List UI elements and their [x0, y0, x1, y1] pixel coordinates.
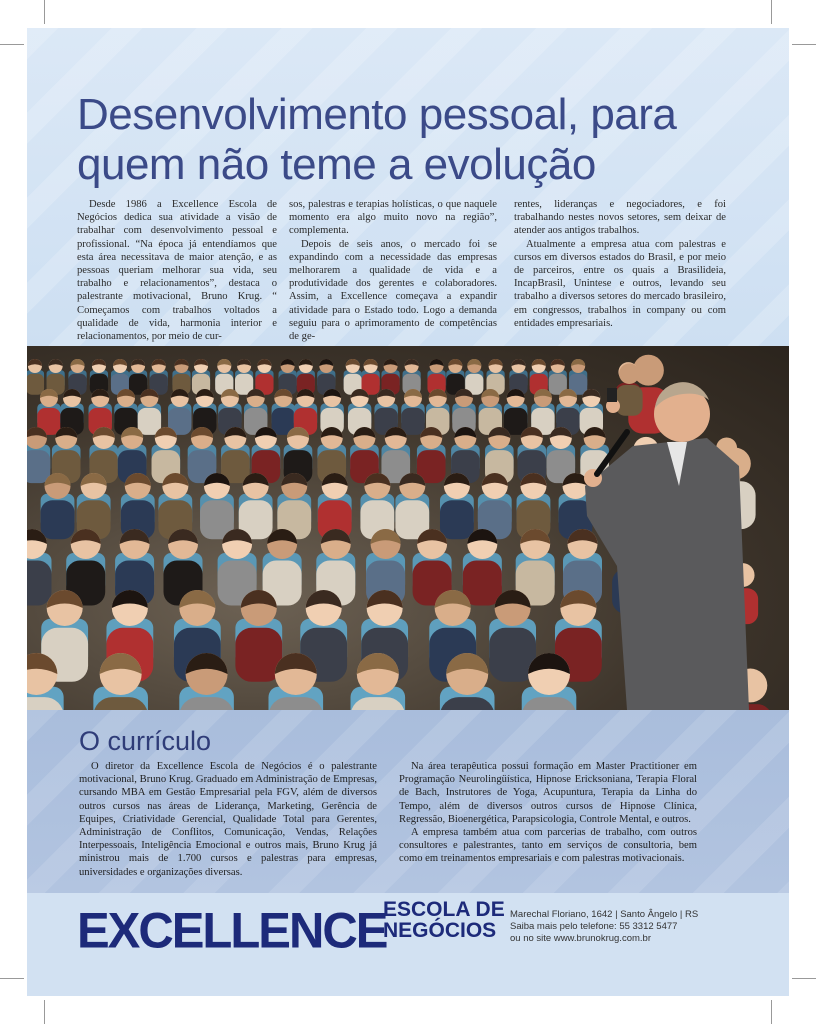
article-paragraph: rentes, lideranças e negociadores, e foi trabalhando nestes novos setores, sem deixar de atender aos antigos trabalhos. — [514, 199, 726, 237]
curriculo-title: O currículo — [79, 726, 212, 756]
brand-logo-subtitle — [383, 899, 505, 941]
brand-subtitle-line: ESCOLA DE — [383, 898, 505, 921]
audience-member-body — [616, 385, 643, 416]
article-column-1 — [77, 198, 277, 343]
curriculo-paragraph: O diretor da Excellence Escola de Negócios é o palestrante motivacional, Bruno Krug. Graduado em Administração de Empresas, cursando MBA em Gestão Empresarial pela FGV, além de diversos outros cursos nas áreas de Liderança, Marketing, Gerência de Equipes, Criatividade Gerencial, Qualidade Total para Gerentes, Administração de Conflitos, Comunicação, Vendas, Relações Interpessoais, Inteligência Emocional e outros mais, Bruno Krug já ministrou mais de 1.700 cursos e palestras para empresas, universidades e organizações diversas. — [79, 761, 377, 878]
audience-member-body — [463, 561, 502, 606]
audience-photo — [27, 346, 789, 710]
audience-member-body — [27, 374, 44, 395]
brand-subtitle-line: NEGÓCIOS — [383, 919, 497, 942]
remote-control — [607, 388, 617, 402]
audience-member-head — [619, 363, 640, 384]
crop-mark — [0, 44, 24, 45]
contact-address: Marechal Floriano, 1642 | Santo Ângelo | RS — [510, 909, 699, 920]
audience-member-body — [27, 561, 52, 606]
article-panel — [27, 28, 789, 346]
audience-member-body — [440, 500, 474, 539]
headline: Desenvolvimento pessoal, para quem não teme a evolução — [77, 90, 677, 189]
audience-member-body — [27, 450, 50, 483]
curriculo-column-left — [79, 760, 377, 879]
article-paragraph: Depois de seis anos, o mercado foi se expandindo com a necessidade das empresas melhorarem a qualidade de vida e a produtividade dos gerentes e colaboradores. Assim, a Excellence começava a expandir atividade para o Estado todo. Logo a demanda seguiu para o aprimoramento de competências de ge- — [289, 238, 497, 343]
contact-phone: Saiba mais pelo telefone: 55 3312 5477 — [510, 921, 678, 933]
brand-logo: EXCELLENCE — [77, 903, 387, 959]
footer-ad — [27, 893, 789, 996]
crop-mark — [0, 978, 24, 979]
audience-member-body — [401, 408, 424, 435]
speaker-suit — [585, 438, 749, 710]
article-column-3 — [514, 198, 726, 330]
magazine-page — [27, 28, 789, 996]
curriculo-paragraph: A empresa também atua com parcerias de trabalho, com outros consultores e palestrantes, tanto em serviços de consultoria, bem como em treinamentos empresariais e com palestras motivacionais. — [399, 827, 697, 865]
curriculo-panel — [27, 710, 789, 893]
article-column-2 — [289, 198, 497, 343]
contact-info — [510, 909, 698, 946]
article-paragraph: sos, palestras e terapias holísticas, o que naquele momento era algo muito novo na região”, complementa. — [289, 199, 497, 237]
crop-mark — [44, 1000, 45, 1024]
audience-photo-image — [27, 346, 789, 710]
audience-member-body — [41, 500, 75, 539]
crop-mark — [771, 1000, 772, 1024]
curriculo-paragraph: Na área terapêutica possui formação em Master Practitioner em Programação Neurolingüística, Hipnose Ericksoniana, Terapia Floral de Bach, Instrutores de Yoga, Acupuntura, Terapia da Linha do Tempo, além de diversos outros cursos de Hipnose Clínica, Regressão, Bioenergética, Parapsicologia, Controle Mental, e outros. — [399, 761, 697, 825]
curriculo-column-right — [399, 760, 697, 866]
crop-mark — [792, 44, 816, 45]
crop-mark — [792, 978, 816, 979]
article-paragraph: Atualmente a empresa atua com palestras e cursos em diversos estados do Brasil, e por meio de parceiros, entre os quais a Brasilideia, IncapBrasil, Unintese e outros, levando seu trabalho a diversos setores do mercado brasileiro, em congressos, trabalhos in company ou com entidades empresariais. — [514, 238, 726, 329]
contact-website: ou no site www.brunokrug.com.br — [510, 933, 651, 945]
crop-mark — [44, 0, 45, 24]
crop-mark — [771, 0, 772, 24]
article-paragraph: Desde 1986 a Excellence Escola de Negócios dedica sua atividade a visão de trabalhar com desenvolvimento pessoal e profissional. “Na época já entendíamos que esta área necessitava de maior atenção, e as pessoas queriam melhorar sua vida, seu trabalho e relacionamentos”, destaca o palestrante motivacional, Bruno Krug. “ Começamos com trabalhos voltados a qualidade de vida, harmonia interior e relacionamentos, por meio de cur- — [77, 199, 277, 343]
